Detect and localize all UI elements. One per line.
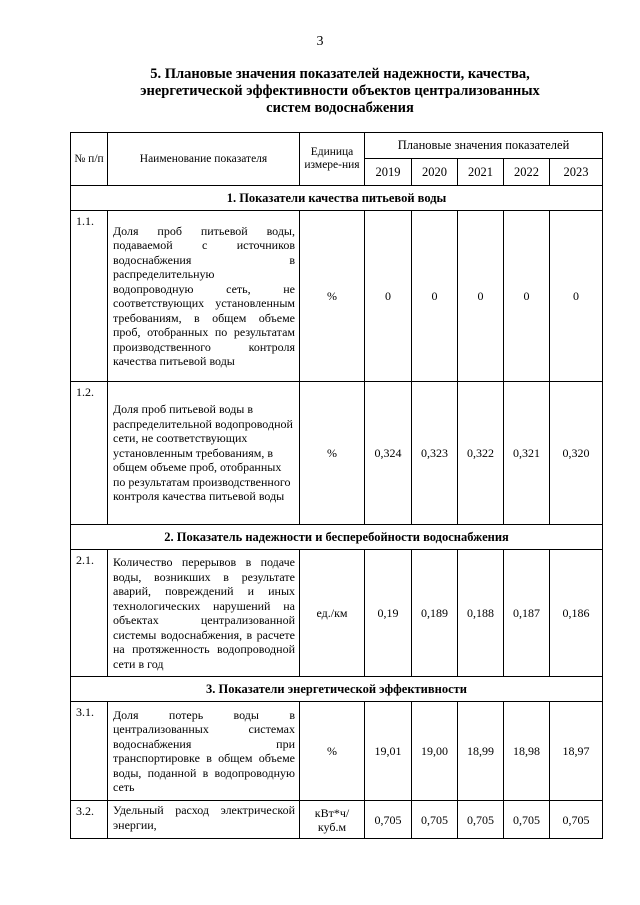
value-cell: 0,705: [504, 801, 550, 839]
value-cell: 19,00: [412, 702, 458, 801]
value-cell: 0,705: [458, 801, 504, 839]
table-row: [71, 382, 603, 525]
table-row: [71, 550, 603, 677]
section-title: 1. Показатели качества питьевой воды: [71, 186, 603, 211]
section-title: 2. Показатель надежности и бесперебойности водоснабжения: [71, 525, 603, 550]
header-name: Наименование показателя: [108, 133, 300, 186]
value-cell: 0,323: [412, 382, 458, 525]
table-row: [71, 801, 603, 839]
table-row: [71, 702, 603, 801]
header-num: № п/п: [71, 133, 108, 186]
header-year: 2023: [550, 159, 603, 186]
value-cell: 0: [458, 211, 504, 382]
table-row: [71, 211, 603, 382]
header-unit: Единица измере-ния: [300, 133, 365, 186]
row-number: 3.1.: [71, 702, 108, 801]
value-cell: 18,99: [458, 702, 504, 801]
value-cell: 0,322: [458, 382, 504, 525]
indicator-name: Количество перерывов в подаче воды, возникших в результате аварий, повреждений и иных технологических нарушений на объектах централизованной системы водоснабжения, в расчете на протяженность водопроводной сети в год: [108, 550, 300, 677]
indicator-name: Удельный расход электрической энергии,: [108, 801, 300, 839]
row-number: 3.2.: [71, 801, 108, 839]
value-cell: 0,187: [504, 550, 550, 677]
unit-cell: %: [300, 211, 365, 382]
value-cell: 0: [412, 211, 458, 382]
value-cell: 0,19: [365, 550, 412, 677]
indicator-name: Доля потерь воды в централизованных системах водоснабжения при транспортировке в общем объеме воды, поданной в водопроводную сеть: [108, 702, 300, 801]
title-line: энергетической эффективности объектов централизованных: [140, 83, 540, 99]
header-year: 2020: [412, 159, 458, 186]
header-year: 2019: [365, 159, 412, 186]
value-cell: 0,324: [365, 382, 412, 525]
row-number: 1.1.: [71, 211, 108, 382]
value-cell: 18,98: [504, 702, 550, 801]
document-title: [110, 66, 570, 117]
header-planned: Плановые значения показателей: [365, 133, 603, 159]
indicators-table: [70, 132, 603, 839]
value-cell: 0: [504, 211, 550, 382]
header-year: 2021: [458, 159, 504, 186]
section-title: 3. Показатели энергетической эффективности: [71, 677, 603, 702]
value-cell: 0: [365, 211, 412, 382]
row-number: 1.2.: [71, 382, 108, 525]
value-cell: 0,705: [365, 801, 412, 839]
value-cell: 0,705: [550, 801, 603, 839]
value-cell: 0,320: [550, 382, 603, 525]
value-cell: 0: [550, 211, 603, 382]
unit-cell: %: [300, 382, 365, 525]
value-cell: 0,705: [412, 801, 458, 839]
value-cell: 18,97: [550, 702, 603, 801]
row-number: 2.1.: [71, 550, 108, 677]
value-cell: 0,188: [458, 550, 504, 677]
indicator-name: Доля проб питьевой воды в распределительной водопроводной сети, не соответствующих установленным требованиям, в общем объеме проб, отобранных по результатам производственного контроля качества питьевой воды: [108, 382, 300, 525]
value-cell: 0,189: [412, 550, 458, 677]
unit-cell: %: [300, 702, 365, 801]
title-line: систем водоснабжения: [266, 100, 414, 116]
page-number: 3: [316, 34, 324, 49]
indicator-name: Доля проб питьевой воды, подаваемой с источников водоснабжения в распределительную водопроводную сеть, не соответствующих установленным требованиям, в общем объеме проб, отобранных по результатам производственного контроля качества питьевой воды: [108, 211, 300, 382]
value-cell: 0,321: [504, 382, 550, 525]
title-line: 5. Плановые значения показателей надежности, качества,: [150, 66, 530, 82]
value-cell: 0,186: [550, 550, 603, 677]
unit-cell: кВт*ч/ куб.м: [300, 801, 365, 839]
header-year: 2022: [504, 159, 550, 186]
value-cell: 19,01: [365, 702, 412, 801]
unit-cell: ед./км: [300, 550, 365, 677]
